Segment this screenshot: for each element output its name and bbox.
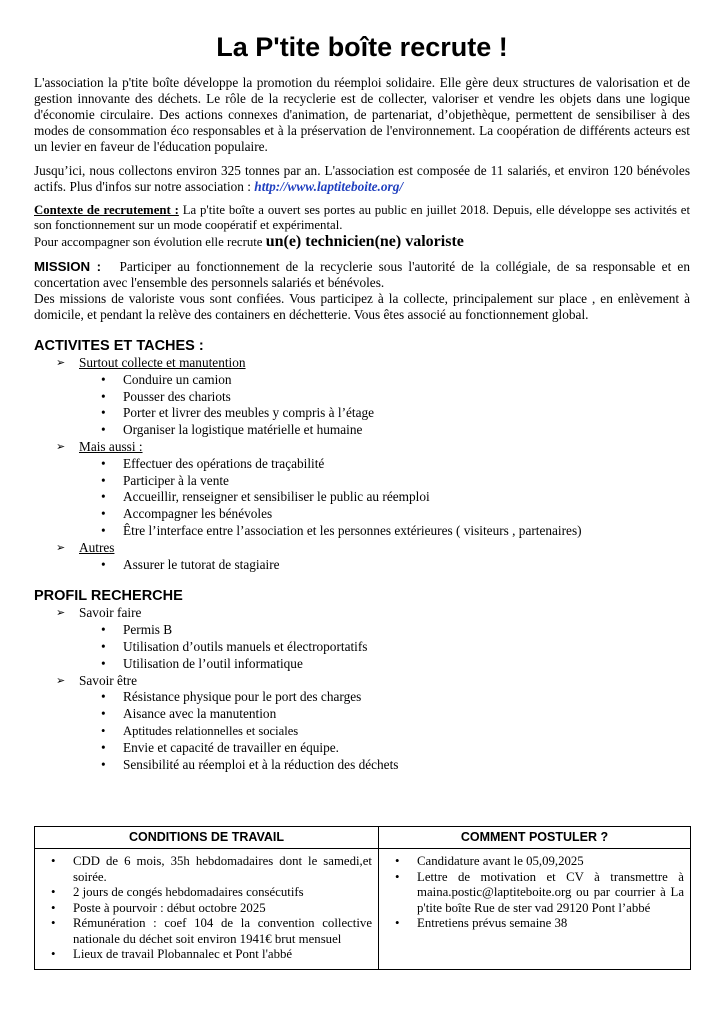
conditions-cell bbox=[35, 849, 379, 970]
list-item: • Poste à pourvoir : début octobre 2025 bbox=[51, 901, 372, 917]
activity-group-label: Surtout collecte et manutention bbox=[79, 355, 246, 370]
arrow-bullet-icon: ➢ bbox=[56, 607, 66, 620]
mission-label: MISSION : bbox=[34, 259, 102, 274]
list-item: • Assurer le tutorat de stagiaire bbox=[101, 557, 690, 574]
list-item: • Rémunération : coef 104 de la convention collective nationale du déchet soit environ 1941€ brut mensuel bbox=[51, 916, 372, 947]
activity-group bbox=[54, 355, 690, 439]
conditions-table bbox=[34, 826, 691, 970]
arrow-bullet-icon: ➢ bbox=[56, 541, 66, 554]
conditions-heading: CONDITIONS DE TRAVAIL bbox=[35, 827, 379, 849]
list-item: • Lieux de travail Plobannalec et Pont l'abbé bbox=[51, 947, 372, 963]
mission-paragraph bbox=[34, 259, 690, 291]
mission-text-1: Participer au fonctionnement de la recyclerie sous l'autorité de la collégiale, de sa responsable et en concertation avec l'ensemble des personnels salariés et bénévoles. bbox=[34, 259, 690, 290]
list-item: • Accueillir, renseigner et sensibiliser le public au réemploi bbox=[101, 489, 690, 506]
activity-group-label: Autres bbox=[79, 539, 115, 555]
profile-group-label: Savoir faire bbox=[79, 605, 142, 621]
profile-group bbox=[54, 605, 690, 672]
activity-group bbox=[54, 540, 690, 574]
context-paragraph bbox=[34, 203, 690, 233]
profile-list bbox=[34, 605, 690, 773]
profile-group-label: Savoir être bbox=[79, 672, 137, 688]
position-line bbox=[34, 233, 690, 251]
list-item: • Aptitudes relationnelles et sociales bbox=[101, 723, 690, 740]
list-item: • 2 jours de congés hebdomadaires consécutifs bbox=[51, 885, 372, 901]
profile-group bbox=[54, 673, 690, 774]
list-item: • Conduire un camion bbox=[101, 372, 690, 389]
apply-list bbox=[385, 854, 684, 932]
conditions-list bbox=[41, 854, 372, 963]
page-title: La P'tite boîte recrute ! bbox=[216, 32, 508, 62]
arrow-bullet-icon: ➢ bbox=[56, 357, 66, 369]
position-title: un(e) technicien(ne) valoriste bbox=[265, 233, 464, 250]
accompany-text: Pour accompagner son évolution elle recrute bbox=[34, 235, 263, 249]
list-item: • Entretiens prévus semaine 38 bbox=[395, 916, 684, 932]
list-item: • Permis B bbox=[101, 622, 690, 639]
context-text: La p'tite boîte a ouvert ses portes au public en juillet 2018. Depuis, elle développe ses activités et son fonctionnement sur un mode coopératif et expérimental. bbox=[34, 203, 690, 232]
context-label: Contexte de recrutement : bbox=[34, 203, 179, 217]
list-item: • Candidature avant le 05,09,2025 bbox=[395, 854, 684, 870]
list-item: • Porter et livrer des meubles y compris à l’étage bbox=[101, 405, 690, 422]
list-item: • Être l’interface entre l’association et les personnes extérieures ( visiteurs , partenaires) bbox=[101, 523, 690, 540]
list-item: • Résistance physique pour le port des charges bbox=[101, 689, 690, 706]
list-item: • CDD de 6 mois, 35h hebdomadaires dont le samedi,et soirée. bbox=[51, 854, 372, 885]
arrow-bullet-icon: ➢ bbox=[56, 440, 66, 453]
list-item: • Utilisation d’outils manuels et électroportatifs bbox=[101, 639, 690, 656]
activities-heading: ACTIVITES ET TACHES : bbox=[34, 338, 204, 354]
intro-stats-paragraph bbox=[34, 163, 690, 195]
list-item: • Envie et capacité de travailler en équipe. bbox=[101, 740, 690, 757]
arrow-bullet-icon: ➢ bbox=[56, 674, 66, 687]
list-item: • Lettre de motivation et CV à transmettre à maina.postic@laptiteboite.org ou par courrier à La p'tite boîte Rue de ster vad 29120 Pont l’abbé bbox=[395, 870, 684, 917]
activity-group-label: Mais aussi : bbox=[79, 438, 143, 454]
intro-stats-text: Jusqu’ici, nous collectons environ 325 tonnes par an. L'association est composée de 11 salariés, et environ 120 bénévoles actifs. Plus d'infos sur notre association : bbox=[34, 163, 690, 194]
list-item: • Utilisation de l’outil informatique bbox=[101, 656, 690, 673]
list-item: • Organiser la logistique matérielle et humaine bbox=[101, 422, 690, 439]
activities-list bbox=[34, 355, 690, 573]
list-item: • Sensibilité au réemploi et à la réduction des déchets bbox=[101, 757, 690, 774]
list-item: • Participer à la vente bbox=[101, 473, 690, 490]
profile-heading: PROFIL RECHERCHE bbox=[34, 588, 183, 605]
list-item: • Effectuer des opérations de traçabilité bbox=[101, 456, 690, 473]
apply-cell bbox=[379, 849, 691, 970]
mission-paragraph-2: Des missions de valoriste vous sont confiées. Vous participez à la collecte, principalement sur place , en enlèvement à domicile, et pendant la relève des containers en déchetterie. Vous êtes associé au fonctionnement global. bbox=[34, 291, 690, 322]
list-item: • Pousser des chariots bbox=[101, 389, 690, 406]
list-item: • Accompagner les bénévoles bbox=[101, 506, 690, 523]
intro-paragraph: L'association la p'tite boîte développe la promotion du réemploi solidaire. Elle gère deux structures de valorisation et de gestion innovante des déchets. Le rôle de la recyclerie est de collecter, valoriser et vendre les objets dans une logique d'économie circulaire. Des actions connexes d'animation, de partenariat, d’objethèque, permettent de sensibiliser à des modes de consommation éco responsables et à la préservation de l'environnement. La coopération de différents acteurs est un levier en faveur de l'éducation populaire. bbox=[34, 75, 690, 154]
activity-group bbox=[54, 439, 690, 540]
association-website-link[interactable]: http://www.laptiteboite.org/ bbox=[254, 179, 404, 194]
apply-heading: COMMENT POSTULER ? bbox=[379, 827, 691, 849]
list-item: • Aisance avec la manutention bbox=[101, 706, 690, 723]
